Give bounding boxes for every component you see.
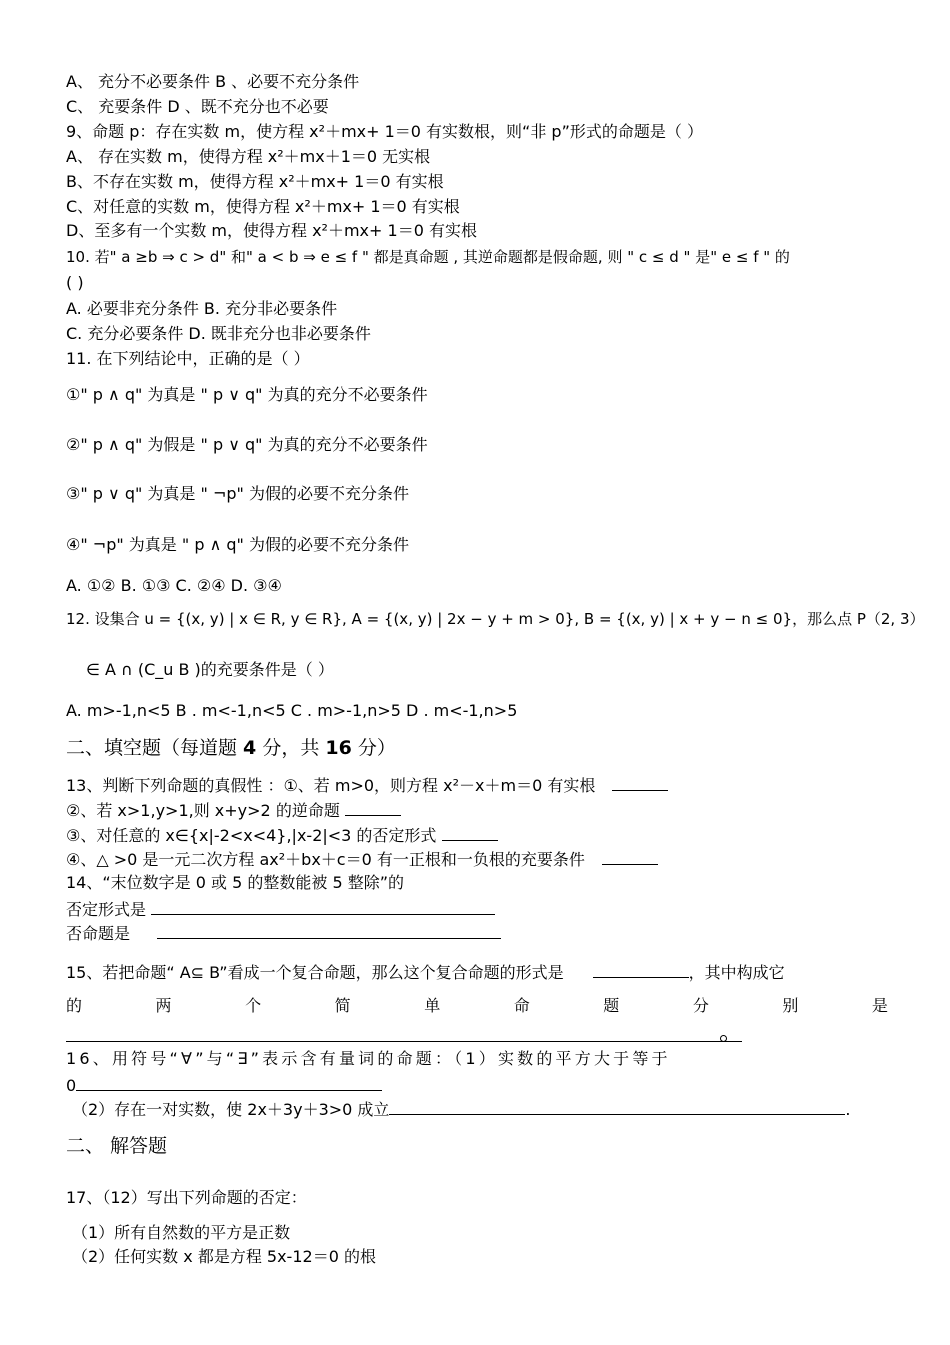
q14-inverse: 否命题是 bbox=[66, 922, 888, 944]
q17-item-1: （1）所有自然数的平方是正数 bbox=[72, 1223, 291, 1242]
answer-blank[interactable] bbox=[612, 774, 668, 791]
section-solve-title: 二、 解答题 bbox=[66, 1135, 168, 1157]
q9-option-d: D、至多有一个实数 m，使得方程 x²＋mx+ 1＝0 有实根 bbox=[66, 221, 477, 240]
q17-stem: 17、（12）写出下列命题的否定： bbox=[66, 1188, 307, 1207]
q8-options-ab: A、 充分不必要条件 B 、必要不充分条件 bbox=[66, 72, 360, 91]
q15-answer-line[interactable] bbox=[66, 1041, 742, 1042]
q10-options-ab: A. 必要非充分条件 B. 充分非必要条件 bbox=[66, 299, 338, 318]
answer-blank[interactable] bbox=[345, 799, 401, 816]
period-mark bbox=[720, 1035, 727, 1042]
q11-statement-2: ②" p ∧ q" 为假是 " p ∨ q" 为真的充分不必要条件 bbox=[66, 435, 428, 454]
q15-stem: 15、若把命题“ A⊆ B”看成一个复合命题，那么这个复合命题的形式是 ，其中构成它 bbox=[66, 963, 785, 982]
answer-blank[interactable] bbox=[593, 961, 689, 978]
q15-stem-cont: 的 两 个 简 单 命 题 分 别 是 bbox=[66, 996, 888, 1015]
q12-stem: 12. 设集合 u = {(x, y) | x ∈ R, y ∈ R}, A = {(x, y) | 2x − y + m > 0}, B = {(x, y) | x + y − n ≤ 0}，那么点 P（2, 3） bbox=[66, 610, 925, 628]
q11-statement-3: ③" p ∨ q" 为真是 " ¬p" 为假的必要不充分条件 bbox=[66, 484, 409, 503]
q10-stem: 10. 若" a ≥b ⇒ c > d" 和" a < b ⇒ e ≤ f " 都是真命题 , 其逆命题都是假命题, 则 " c ≤ d " 是" e ≤ f " 的 bbox=[66, 248, 790, 266]
q11-statement-1: ①" p ∧ q" 为真是 " p ∨ q" 为真的充分不必要条件 bbox=[66, 385, 428, 404]
q16-stem: 16、用符号“∀”与“∃”表示含有量词的命题：（1）实数的平方大于等于 bbox=[66, 1049, 671, 1068]
answer-blank[interactable] bbox=[151, 898, 495, 915]
answer-blank[interactable] bbox=[442, 824, 498, 841]
q16-part2: （2）存在一对实数，使 2x＋3y＋3>0 成立 . bbox=[72, 1100, 851, 1119]
q13-item-1: 13、判断下列命题的真假性 ：①、若 m>0，则方程 x²－x＋m＝0 有实根 bbox=[66, 774, 888, 796]
q9-option-b: B、不存在实数 m，使得方程 x²＋mx+ 1＝0 有实根 bbox=[66, 172, 444, 191]
q9-stem: 9、命题 p：存在实数 m，使方程 x²＋mx+ 1＝0 有实数根，则“非 p”形式的命题是（ ） bbox=[66, 122, 703, 141]
q10-options-cd: C. 充分必要条件 D. 既非充分也非必要条件 bbox=[66, 324, 371, 343]
q16-part1-answer: 0 bbox=[66, 1074, 888, 1096]
q11-options: A. ①② B. ①③ C. ②④ D. ③④ bbox=[66, 576, 282, 595]
answer-blank[interactable] bbox=[389, 1098, 845, 1115]
q14-negation: 否定形式是 bbox=[66, 898, 888, 920]
q9-option-a: A、 存在实数 m，使得方程 x²＋mx＋1＝0 无实根 bbox=[66, 147, 431, 166]
q12-options: A. m>-1,n<5 B . m<-1,n<5 C . m>-1,n>5 D . m<-1,n>5 bbox=[66, 701, 518, 720]
q10-paren: ( ) bbox=[66, 273, 84, 292]
answer-blank[interactable] bbox=[157, 922, 501, 939]
q14-stem: 14、“末位数字是 0 或 5 的整数能被 5 整除”的 bbox=[66, 873, 404, 892]
q8-options-cd: C、 充要条件 D 、既不充分也不必要 bbox=[66, 97, 329, 116]
answer-blank[interactable] bbox=[76, 1074, 382, 1091]
section-fill-in-title: 二、填空题（每道题 4 分，共 16 分） bbox=[66, 737, 396, 759]
answer-blank[interactable] bbox=[602, 848, 658, 865]
q11-statement-4: ④" ¬p" 为真是 " p ∧ q" 为假的必要不充分条件 bbox=[66, 535, 409, 554]
q13-item-4: ④、△ >0 是一元二次方程 ax²＋bx＋c＝0 有一正根和一负根的充要条件 bbox=[66, 848, 888, 870]
q13-item-2: ②、若 x>1,y>1,则 x+y>2 的逆命题 bbox=[66, 799, 888, 821]
q17-item-2: （2）任何实数 x 都是方程 5x-12＝0 的根 bbox=[72, 1247, 376, 1266]
q13-item-3: ③、对任意的 x∈{x|-2<x<4},|x-2|<3 的否定形式 bbox=[66, 824, 888, 846]
q12-stem-cont: ∈ A ∩ (C_u B )的充要条件是（ ） bbox=[86, 660, 334, 679]
q9-option-c: C、对任意的实数 m，使得方程 x²＋mx+ 1＝0 有实根 bbox=[66, 197, 460, 216]
q11-stem: 11. 在下列结论中，正确的是（ ） bbox=[66, 349, 310, 368]
